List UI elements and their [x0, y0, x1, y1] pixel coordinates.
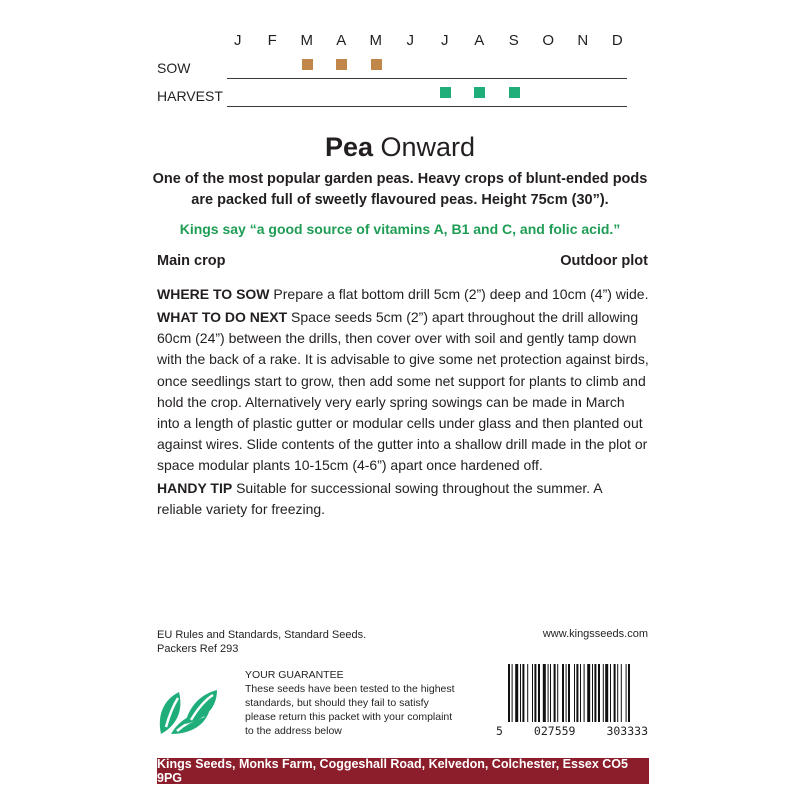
sow-month-mark: [371, 59, 382, 70]
harvest-month-mark: [509, 87, 520, 98]
product-title: [0, 132, 800, 163]
month-label: J: [234, 32, 242, 49]
barcode-bar: [576, 664, 578, 722]
barcode-bar: [574, 664, 575, 722]
barcode-digits: [496, 724, 648, 738]
barcode-digit-group: 027559: [533, 724, 576, 738]
barcode-bar: [580, 664, 581, 722]
eu-standards: [157, 628, 366, 656]
month-label: M: [369, 32, 383, 49]
barcode-bar: [532, 664, 533, 722]
month-label: A: [474, 32, 485, 49]
packers-ref: Packers Ref 293: [157, 643, 239, 655]
month-label: D: [611, 32, 624, 49]
website-link[interactable]: www.kingsseeds.com: [542, 628, 648, 640]
where-to-sow: [157, 284, 649, 305]
company-address: Kings Seeds, Monks Farm, Coggeshall Road, Kelvedon, Colchester, Essex CO5 9PG: [157, 757, 628, 785]
barcode-bar: [512, 664, 513, 722]
barcode-bar: [592, 664, 593, 722]
guarantee-title: YOUR GUARANTEE: [245, 669, 344, 681]
guarantee: [245, 668, 455, 738]
calendar-months: [0, 32, 800, 52]
product-genus: Pea: [324, 132, 373, 162]
barcode-bar: [543, 664, 546, 722]
barcode-bar: [538, 664, 540, 722]
eu-line: EU Rules and Standards, Standard Seeds.: [157, 629, 367, 641]
barcode-bar: [515, 664, 518, 722]
month-label: N: [577, 32, 589, 49]
month-label: S: [508, 32, 520, 49]
barcode-bar: [614, 664, 616, 722]
barcode-bar: [562, 664, 564, 722]
barcode-bar: [548, 664, 549, 722]
month-label: J: [406, 32, 415, 49]
sow-month-mark: [302, 59, 313, 70]
kings-quote: Kings say “a good source of vitamins A, B1 and C, and folic acid.”: [179, 221, 621, 237]
guarantee-text: These seeds have been tested to the highest standards, but should they fail to satisfy please return this packet with your complaint to the address below: [245, 683, 455, 737]
where-heading: WHERE TO SOW: [157, 286, 270, 302]
tip-heading: HANDY TIP: [157, 480, 233, 496]
barcode-bar: [610, 664, 611, 722]
next-text: Space seeds 5cm (2”) apart throughout the drill allowing 60cm (24”) between the drills, then cover over with soil and gently tamp down with the back of a rake. It is advisable to give some net protection against birds, once seedlings start to grow, then add some net support for plants to climb and hold the crop. Alternatively very early spring sowings can be made in March into a length of plastic gutter or modular cells under glass and then planted out against wires. Slide contents of the gutter into a shallow drill made in the plot or space modular plants 10-15cm (4-6”) apart once hardened off.: [157, 309, 649, 474]
address-bar: [157, 758, 649, 784]
barcode-bar: [603, 664, 604, 722]
sowing-calendar: [0, 0, 800, 120]
where-text: Prepare a flat bottom drill 5cm (2”) deep and 10cm (4”) wide.: [273, 286, 649, 302]
tip-text: Suitable for successional sowing throughout the summer. A reliable variety for freezing.: [157, 480, 602, 518]
month-label: A: [336, 32, 347, 49]
harvest-month-mark: [440, 87, 451, 98]
barcode-bar: [584, 664, 585, 722]
barcode-bar: [605, 664, 608, 722]
month-label: J: [441, 32, 449, 49]
barcode-bar: [534, 664, 536, 722]
barcode-bar: [566, 664, 567, 722]
month-label: M: [300, 32, 314, 49]
barcode-bar: [554, 664, 556, 722]
sow-label: SOW: [157, 60, 191, 76]
barcode-bar: [587, 664, 590, 722]
barcode-bar: [527, 664, 528, 722]
barcode-bar: [508, 664, 510, 722]
barcode-bar: [617, 664, 618, 722]
harvest-label: HARVEST: [157, 88, 223, 104]
barcode-bar: [626, 664, 627, 722]
what-to-do-next: [157, 307, 649, 477]
harvest-line: [227, 106, 627, 107]
plot-type: Outdoor plot: [560, 253, 648, 269]
harvest-month-mark: [474, 87, 485, 98]
barcode-bar: [522, 664, 524, 722]
barcode: [508, 664, 648, 728]
product-variety: Onward: [380, 132, 476, 162]
barcode-bar: [594, 664, 596, 722]
product-intro: One of the most popular garden peas. Heavy crops of blunt-ended pods are packed full of sweetly flavoured peas. Height 75cm (30”).: [152, 171, 648, 208]
barcode-bar: [550, 664, 551, 722]
month-label: F: [267, 32, 278, 49]
barcode-bar: [557, 664, 558, 722]
month-label: O: [542, 32, 555, 49]
barcode-digit-group: 303333: [606, 724, 648, 738]
barcode-bar: [520, 664, 521, 722]
barcode-bar: [568, 664, 570, 722]
sow-line: [227, 78, 627, 79]
leaf-logo-icon: [157, 686, 219, 736]
barcode-digit-group: 5: [496, 724, 503, 738]
handy-tip: [157, 478, 649, 520]
barcode-bar: [598, 664, 600, 722]
barcode-bar: [628, 664, 630, 722]
barcode-bar: [621, 664, 622, 722]
sow-month-mark: [336, 59, 347, 70]
crop-type: Main crop: [157, 253, 226, 269]
next-heading: WHAT TO DO NEXT: [157, 309, 288, 325]
